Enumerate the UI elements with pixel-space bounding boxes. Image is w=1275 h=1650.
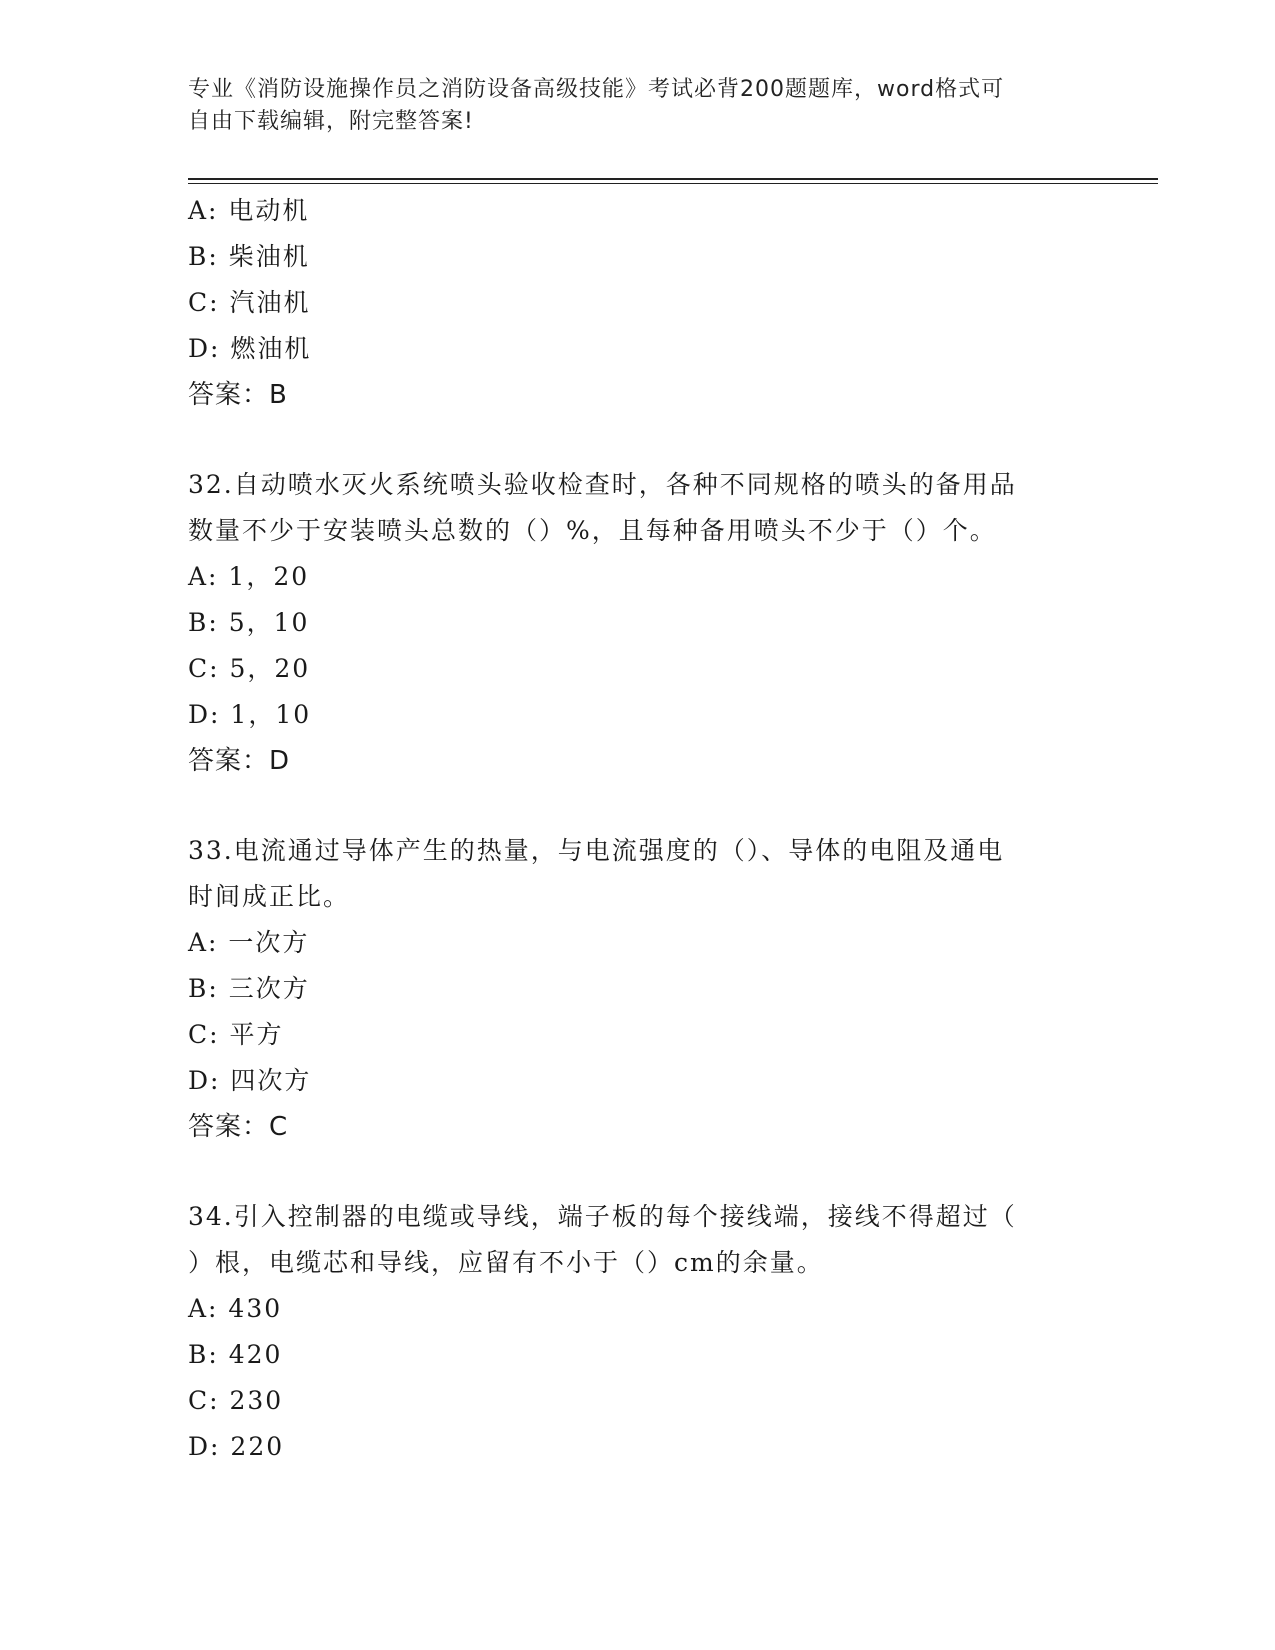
answer-label: 答案：C (188, 1112, 289, 1142)
option-c: C: 平方 (188, 1020, 284, 1049)
question-text (188, 462, 1083, 554)
option-d: D: 四次方 (188, 1066, 312, 1095)
option-d: D: 1，10 (188, 700, 312, 729)
option-d: D: 220 (188, 1432, 285, 1461)
question-text-line-2: 时间成正比。 (188, 882, 351, 911)
option-b: B: 柴油机 (188, 242, 310, 271)
answer-label: 答案：D (188, 746, 291, 776)
question-33 (188, 828, 1088, 1150)
question-31-continued (188, 188, 1088, 418)
option-c: C: 汽油机 (188, 288, 311, 317)
document-header (188, 74, 1068, 138)
question-text-line-1: 34.引入控制器的电缆或导线，端子板的每个接线端，接线不得超过（ (188, 1202, 1017, 1231)
option-c: C: 230 (188, 1386, 284, 1415)
question-text-line-1: 33.电流通过导体产生的热量，与电流强度的（）、导体的电阻及通电 (188, 836, 1005, 865)
header-line-2: 自由下载编辑，附完整答案! (188, 109, 474, 134)
option-a: A: 1，20 (188, 562, 310, 591)
question-text-line-2: 数量不少于安装喷头总数的（）%，且每种备用喷头不少于（）个。 (188, 516, 997, 545)
option-c: C: 5，20 (188, 654, 311, 683)
answer-label: 答案：B (188, 380, 288, 410)
header-divider-thin (188, 183, 1158, 184)
option-a: A: 430 (188, 1294, 283, 1323)
header-line-1: 专业《消防设施操作员之消防设备高级技能》考试必背200题题库，word格式可 (188, 77, 1005, 102)
question-34 (188, 1194, 1088, 1470)
question-text (188, 828, 1083, 920)
question-text-line-1: 32.自动喷水灭火系统喷头验收检查时，各种不同规格的喷头的备用品 (188, 470, 1017, 499)
option-b: B: 5，10 (188, 608, 310, 637)
question-content (188, 188, 1088, 1470)
option-a: A: 电动机 (188, 196, 310, 225)
question-text (188, 1194, 1083, 1286)
option-a: A: 一次方 (188, 928, 310, 957)
question-32 (188, 462, 1088, 784)
header-divider-thick (188, 178, 1158, 180)
option-b: B: 三次方 (188, 974, 310, 1003)
option-b: B: 420 (188, 1340, 283, 1369)
option-d: D: 燃油机 (188, 334, 312, 363)
question-text-line-2: ）根，电缆芯和导线，应留有不小于（）cm的余量。 (188, 1248, 824, 1277)
